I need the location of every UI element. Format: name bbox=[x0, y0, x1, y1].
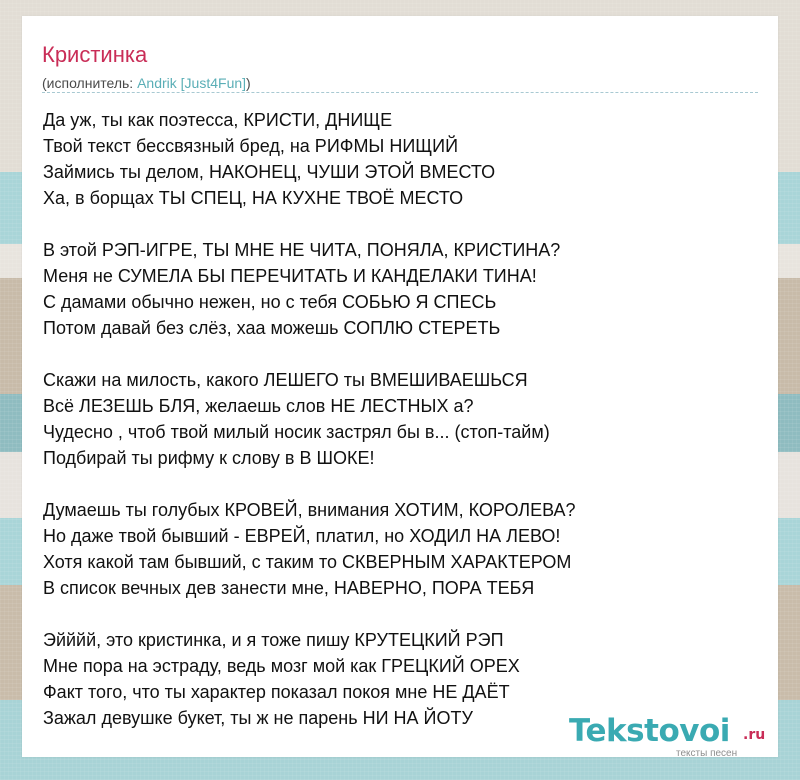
stanza-gap bbox=[43, 341, 743, 367]
lyric-line: Эйййй, это кристинка, и я тоже пишу КРУТЕЦКИЙ РЭП bbox=[43, 630, 504, 650]
lyric-line: Потом давай без слёз, хаа можешь СОПЛЮ СТЕРЕТЬ bbox=[43, 318, 501, 338]
lyric-line: Но даже твой бывший - ЕВРЕЙ, платил, но ХОДИЛ НА ЛЕВО! bbox=[43, 526, 561, 546]
lyric-line: Всё ЛЕЗЕШЬ БЛЯ, желаешь слов НЕ ЛЕСТНЫХ а? bbox=[43, 396, 474, 416]
logo-wordmark: Tekstovoi bbox=[569, 713, 730, 749]
lyrics-body bbox=[43, 107, 743, 731]
performer-line bbox=[42, 74, 251, 92]
logo-domain: .ru bbox=[743, 727, 766, 743]
lyric-line: Ха, в борщах ТЫ СПЕЦ, НА КУХНЕ ТВОЁ МЕСТО bbox=[43, 188, 464, 208]
lyric-line: Подбирай ты рифму к слову в В ШОКЕ! bbox=[43, 448, 375, 468]
lyric-line: Скажи на милость, какого ЛЕШЕГО ты ВМЕШИВАЕШЬСЯ bbox=[43, 370, 528, 390]
lyric-line: В список вечных дев занести мне, НАВЕРНО, ПОРА ТЕБЯ bbox=[43, 578, 535, 598]
lyric-line: Зажал девушке букет, ты ж не парень НИ НА ЙОТУ bbox=[43, 708, 473, 728]
performer-prefix: (исполнитель: bbox=[42, 75, 138, 91]
song-title: Кристинка bbox=[42, 42, 148, 67]
lyric-line: В этой РЭП-ИГРЕ, ТЫ МНЕ НЕ ЧИТА, ПОНЯЛА, КРИСТИНА? bbox=[43, 240, 561, 260]
lyric-line: С дамами обычно нежен, но с тебя СОБЬЮ Я СПЕСЬ bbox=[43, 292, 497, 312]
performer-link[interactable]: Andrik [Just4Fun] bbox=[137, 75, 247, 91]
logo-tagline: тексты песен bbox=[676, 748, 738, 759]
lyrics-card bbox=[22, 16, 778, 757]
stanza-gap bbox=[43, 471, 743, 497]
lyric-line: Думаешь ты голубых КРОВЕЙ, внимания ХОТИМ, КОРОЛЕВА? bbox=[43, 500, 576, 520]
lyric-line: Твой текст бессвязный бред, на РИФМЫ НИЩИЙ bbox=[43, 136, 459, 156]
header-divider bbox=[42, 92, 758, 93]
lyric-line: Хотя какой там бывший, с таким то СКВЕРНЫМ ХАРАКТЕРОМ bbox=[43, 552, 572, 572]
lyric-line: Мне пора на эстраду, ведь мозг мой как ГРЕЦКИЙ ОРЕХ bbox=[43, 656, 520, 676]
lyric-line: Меня не СУМЕЛА БЫ ПЕРЕЧИТАТЬ И КАНДЕЛАКИ ТИНА! bbox=[43, 266, 537, 286]
stanza-gap bbox=[43, 601, 743, 627]
performer-suffix: ) bbox=[246, 75, 251, 91]
lyric-line: Чудесно , чтоб твой милый носик застрял бы в... (стоп-тайм) bbox=[43, 422, 550, 442]
stanza-gap bbox=[43, 211, 743, 237]
lyric-line: Факт того, что ты характер показал покоя мне НЕ ДАЁТ bbox=[43, 682, 510, 702]
lyric-line: Займись ты делом, НАКОНЕЦ, ЧУШИ ЭТОЙ ВМЕСТО bbox=[43, 162, 496, 182]
site-logo[interactable] bbox=[569, 713, 779, 765]
lyric-line: Да уж, ты как поэтесса, КРИСТИ, ДНИЩЕ bbox=[43, 110, 393, 130]
